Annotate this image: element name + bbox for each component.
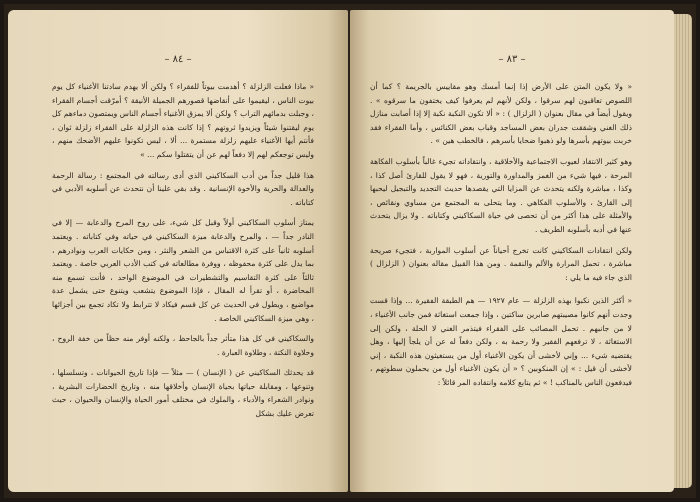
right-page [350, 10, 674, 492]
left-paragraph-3: يمتاز أسلوب السكاكيني أولاً وقبل كل شيء، على روح المرح والدعابة — إلا في النادر جداً — ، والمرح والدعابة ميزة السكاكيني في حياته وفي كتاباته . ويعتمد أسلوبه ثانياً على كثرة الاقتباس من الشعر والنثر ، ومن حكايات العرب ونوادرهم ، بما يدل على كثرة محفوظه ، ووفرة مطالعاته في كتب الأدب العربي خاصة . ويعتمد ثالثاً على كثرة التقاسيم والتشطيرات في الموضوع الواحد ، فأنت تسمع منه المحاضرة ، أو تقرأ له المقال ، فإذا الموضوع يتشعب ويتنوع حتى يشمل عدة مواضيع ، ويطول في الحديث عن كل قسم فيكاد لا تترابط ولا تكاد تجمع بين أجزائها ، وهي ميزة السكاكيني الخاصة . [52, 218, 314, 323]
left-paragraph-4: والسكاكيني في كل هذا متأثر جداً بالجاحظ ، ولكنه أوفر منه حظاً من خفة الروح ، وحلاوة النكتة ، وطلاوة العبارة . [52, 334, 314, 357]
right-paragraph-4: « أكثر الذين نكبوا بهذه الزلزلة — عام ١٩٢٧ — هم الطبقة الفقيرة ... وإذا قست وجدت أنهم كانوا مصيبتهم صابرين ساكتين ، وإذا جمعت استغاثة فمن جانب الأغنياء ، لا من جانبهم . تحمل المصائب على الفقراء فيتذمر الغني لا الحلة ، ولكن إلى الاستغاثة ، لا ترفعهم الفقير ولا رحمة به ، ولكن دفعاً له عن أن يلجأ إليها ، وهل يقتضيه شيء ... وإني لأخشى أن يكون الأغنياء أول من يستغيثون هذه النكبة ، إني لأخشى أن قيل : » إن المنكوبين ؟ « أن يكون الأغنياء أول من يحملون سطوتهم ، فيدفعون الناس بالمناكب ! » ثم يتابع كلامه وانتقاده المر قائلاً : [370, 296, 632, 387]
left-page-number: – ٨٤ – [164, 54, 192, 65]
left-page [8, 10, 348, 492]
right-paragraph-3: ولكن انتقادات السكاكيني كانت تخرج أحياناً عن أسلوب المواربة ، فتجيء صريحة مباشرة ، تحمل المرارة والألم والنقمة . ومن هذا القبيل مقاله بعنوان ( الزلزال ) الذي جاء فيه ما يلي : [370, 245, 632, 282]
left-paragraph-5: قد يحدثك السكاكيني عن ( الإنسان ) — مثلاً — فإذا تاريخ الحيوانات ، وتسلسلها ، وتنوعها ، ومقابلة حياتها بحياة الإنسان وأخلاقها منه ، وتاريخ الحضارات البشرية ، ونوادر الشعراء والأدباء ، والملوك في مختلف أمور الحياة والإنسان والحيوان ، حيث تعرض عليك بشكل [52, 368, 314, 419]
left-paragraph-2: هذا قليل جداً من أدب السكاكيني الذي أدى رسالته في المجتمع : رسالة الرحمة والعدالة والحرية والأخوة الإنسانية . وقد بقي علينا أن نتحدث عن أسلوبه الأدبي في كتاباته . [52, 170, 314, 207]
open-book [4, 4, 696, 498]
left-page-body [52, 80, 314, 428]
right-paragraph-2: وهو كثير الانتقاد لعيوب الاجتماعية والأخلاقية ، وانتقاداته تجيء غالباً بأسلوب الفكاهة المرحة ، فيها شيء من الغمز والمداورة والتورية ، فهو لا يقول للقارئ أصل كذا ، وكذا ، مباشرة ولكنه يتحدث عن المزايا التي يقصدها حديث التجديد والتبجيل ليحبها إلى القارئ ، والأسلوب الفكاهي . وما يتحلى به المجتمع من مساوي ونقائص ، والأمثلة على هذا أكثر من أن تحصى في حياة السكاكيني وكتاباته . ولا يزال يتحدث عنها في أدبه بأسلوبه الطريف . [370, 156, 632, 234]
right-page-number: – ٨٣ – [498, 54, 526, 65]
left-paragraph-1: « ماذا فعلت الزلزلة ؟ أهدمت بيوتاً للفقراء ؟ ولكن ألا يهدم سادتنا الأغنياء كل يوم بيوت الناس ، ليقيموا على أنقاضها قصورهم الجميلة الأنيقة ؟ أمرّقت أجسام الفقراء ، وجبلت بدمائهم التراب ؟ ولكن ألا يمزق الأغنياء أجسام الناس ويمتصون دماءهم كل يوم ليقتنوا شيئاً ويزيدوا ثروتهم ؟ إذا كانت هذه الزلزلة على الفقراء زلزلة ثوان ، فأنتم أيها الأغنياء عليهم زلزلة مستمرة ... ألا ، ليس تكونوا عليهم الأضحك منهم ، وليس توجعكم لهم إلا دفعاً لهم عن أن يتقتلوا سكم ... » [52, 82, 314, 159]
right-page-body [370, 80, 632, 396]
page-edges [674, 14, 692, 488]
right-paragraph-1: « ولا يكون المتن على الأرض إذا إنما أمسك وهو مقاييس بالجريمة ؟ كما أن اللصوص تعاقبون لهم سرقوا ، ولكن لأنهم لم يعرفوا كيف يختفون ما سرقوه » . ويقول أيضاً في مقال بعنوان ( الزلزال ) : « ألا تكون النكبة نكبة إلا إذا أصابت منازل ذلك الغني وشققت جدران بعض المساجد وقباب بعض الكنائس ، وأما الفقراء فقد خربت بيوتهم بأسرها ولو ذهبوا ضحايا بأسرهم ، فالخطب هين » . [370, 82, 632, 146]
